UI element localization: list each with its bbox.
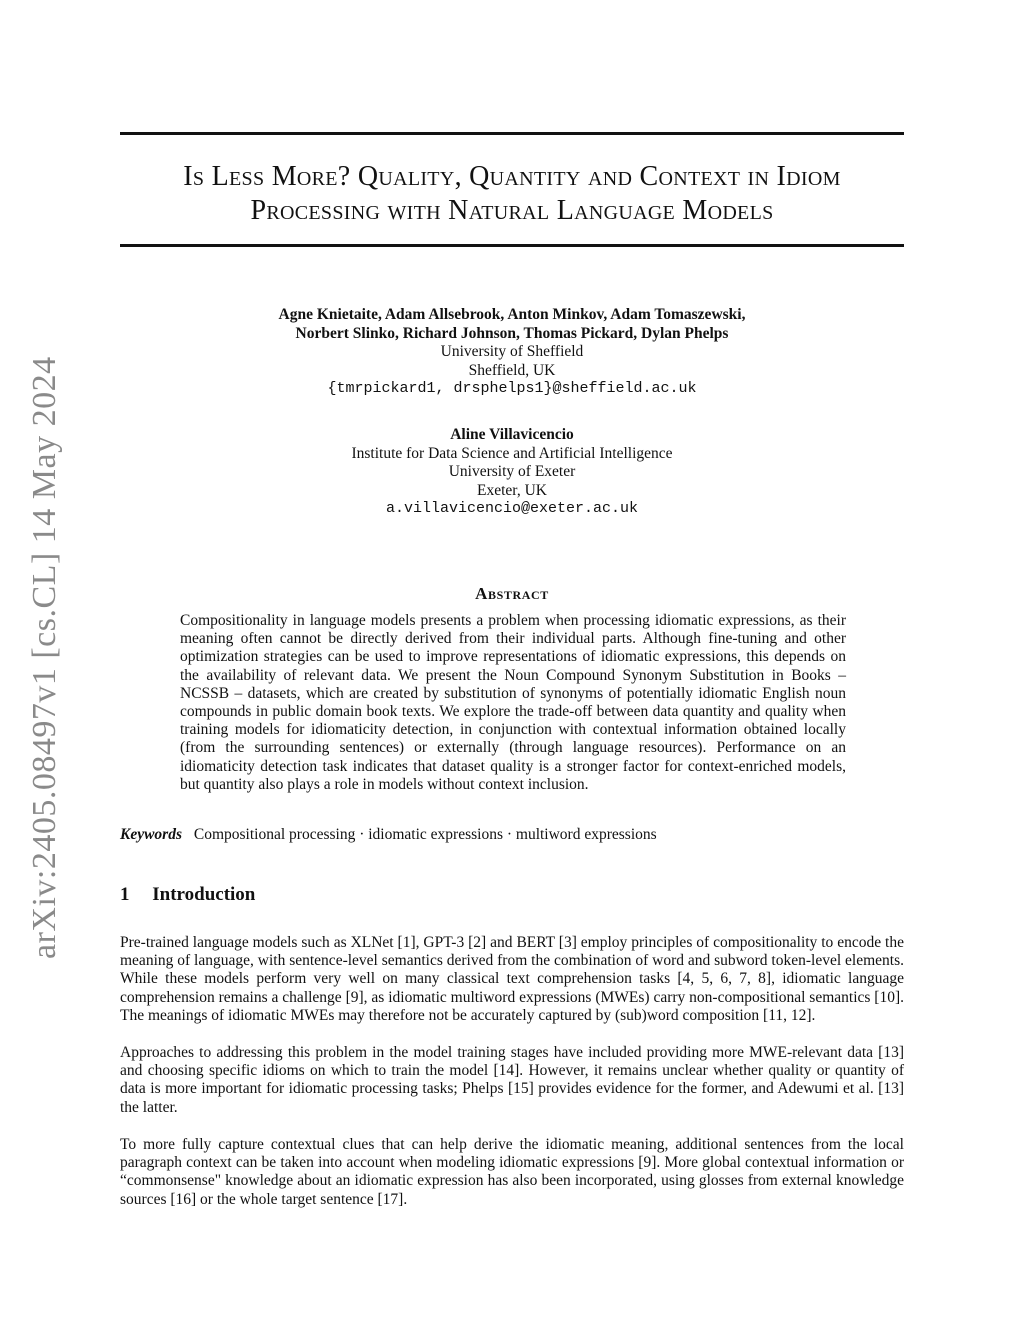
section-title: Introduction: [152, 884, 256, 905]
intro-paragraph-1: Pre-trained language models such as XLNet [1], GPT-3 [2] and BERT [3] employ principles of compositionality to encode the meaning of language, with sentence-level semantics derived from the combination of word and subword token-level elements. While these models perform very well on many classical text comprehension tasks [4, 5, 6, 7, 8], idiomatic language comprehension remains a challenge [9], as idiomatic multiword expressions (MWEs) carry non-compositional semantics [10]. The meanings of idiomatic MWEs may therefore not be accurately captured by (sub)word composition [11, 12].: [120, 934, 904, 1024]
intro-paragraph-2: Approaches to addressing this problem in the model training stages have included providing more MWE-relevant data [13] and choosing specific idioms on which to train the model [14]. However, it remains unclear whether quality or quantity of data is more important for idiomatic processing tasks; Phelps [15] provides evidence for the former, and Adewumi et al. [13] the latter.: [120, 1044, 904, 1116]
author-block-sheffield: [120, 306, 904, 399]
abstract-heading: Abstract: [475, 584, 549, 603]
author-name: Aline Villavicencio: [450, 426, 574, 443]
keywords-label: Keywords: [120, 826, 182, 843]
paper-title-line-2: Processing with Natural Language Models: [250, 195, 774, 226]
arxiv-identifier: arXiv:2405.08497v1 [cs.CL] 14 May 2024: [26, 356, 63, 959]
abstract-text: Compositionality in language models presents a problem when processing idiomatic expressions, as their meaning often cannot be directly derived from their individual parts. Although fine-tuning and other optimization strategies can be used to improve representations of idiomatic expressions, this depends on the availability of relevant data. We present the Noun Compound Synonym Substitution in Books – NCSSB – datasets, which are created by substitution of synonyms of potentially idiomatic English noun compounds in public domain book texts. We explore the trade-off between data quantity and quality when training models for idiomaticity detection, in conjunction with contextual information obtained locally (from the surrounding sentences) or externally (through language resources). Performance on an idiomaticity detection task indicates that dataset quality is a stronger factor for context-enriched models, but quantity also plays a role in models without context inclusion.: [180, 612, 846, 793]
author-location: Sheffield, UK: [468, 361, 556, 379]
section-number: 1: [120, 884, 130, 905]
section-heading-introduction: [120, 884, 255, 906]
title-top-rule: [120, 132, 904, 135]
title-bottom-rule: [120, 244, 904, 247]
author-affiliation-line-1: Institute for Data Science and Artificial Intelligence: [351, 444, 673, 462]
author-names-line-2: Norbert Slinko, Richard Johnson, Thomas Pickard, Dylan Phelps: [295, 324, 729, 342]
intro-paragraph-3: To more fully capture contextual clues that can help derive the idiomatic meaning, additional sentences from the local paragraph context can be taken into account when modeling idiomatic expressions [9]. More global contextual information or “commonsense" knowledge about an idiomatic expression has also been incorporated, using glosses from external knowledge sources [16] or the whole target sentence [17].: [120, 1136, 904, 1208]
author-location: Exeter, UK: [477, 481, 547, 499]
author-block-exeter: [120, 426, 904, 519]
author-affiliation: University of Sheffield: [440, 343, 584, 360]
keywords: [120, 826, 904, 844]
keywords-text: Compositional processing · idiomatic expressions · multiword expressions: [193, 826, 657, 843]
author-email[interactable]: {tmrpickard1, drsphelps1}@sheffield.ac.uk: [327, 380, 697, 397]
paper-title: [120, 160, 904, 228]
author-affiliation-line-2: University of Exeter: [448, 463, 576, 480]
paper-title-line-1: Is Less More? Quality, Quantity and Context in Idiom: [183, 161, 841, 192]
author-email[interactable]: a.villavicencio@exeter.ac.uk: [385, 500, 639, 517]
author-names-line-1: Agne Knietaite, Adam Allsebrook, Anton Minkov, Adam Tomaszewski,: [278, 306, 746, 323]
